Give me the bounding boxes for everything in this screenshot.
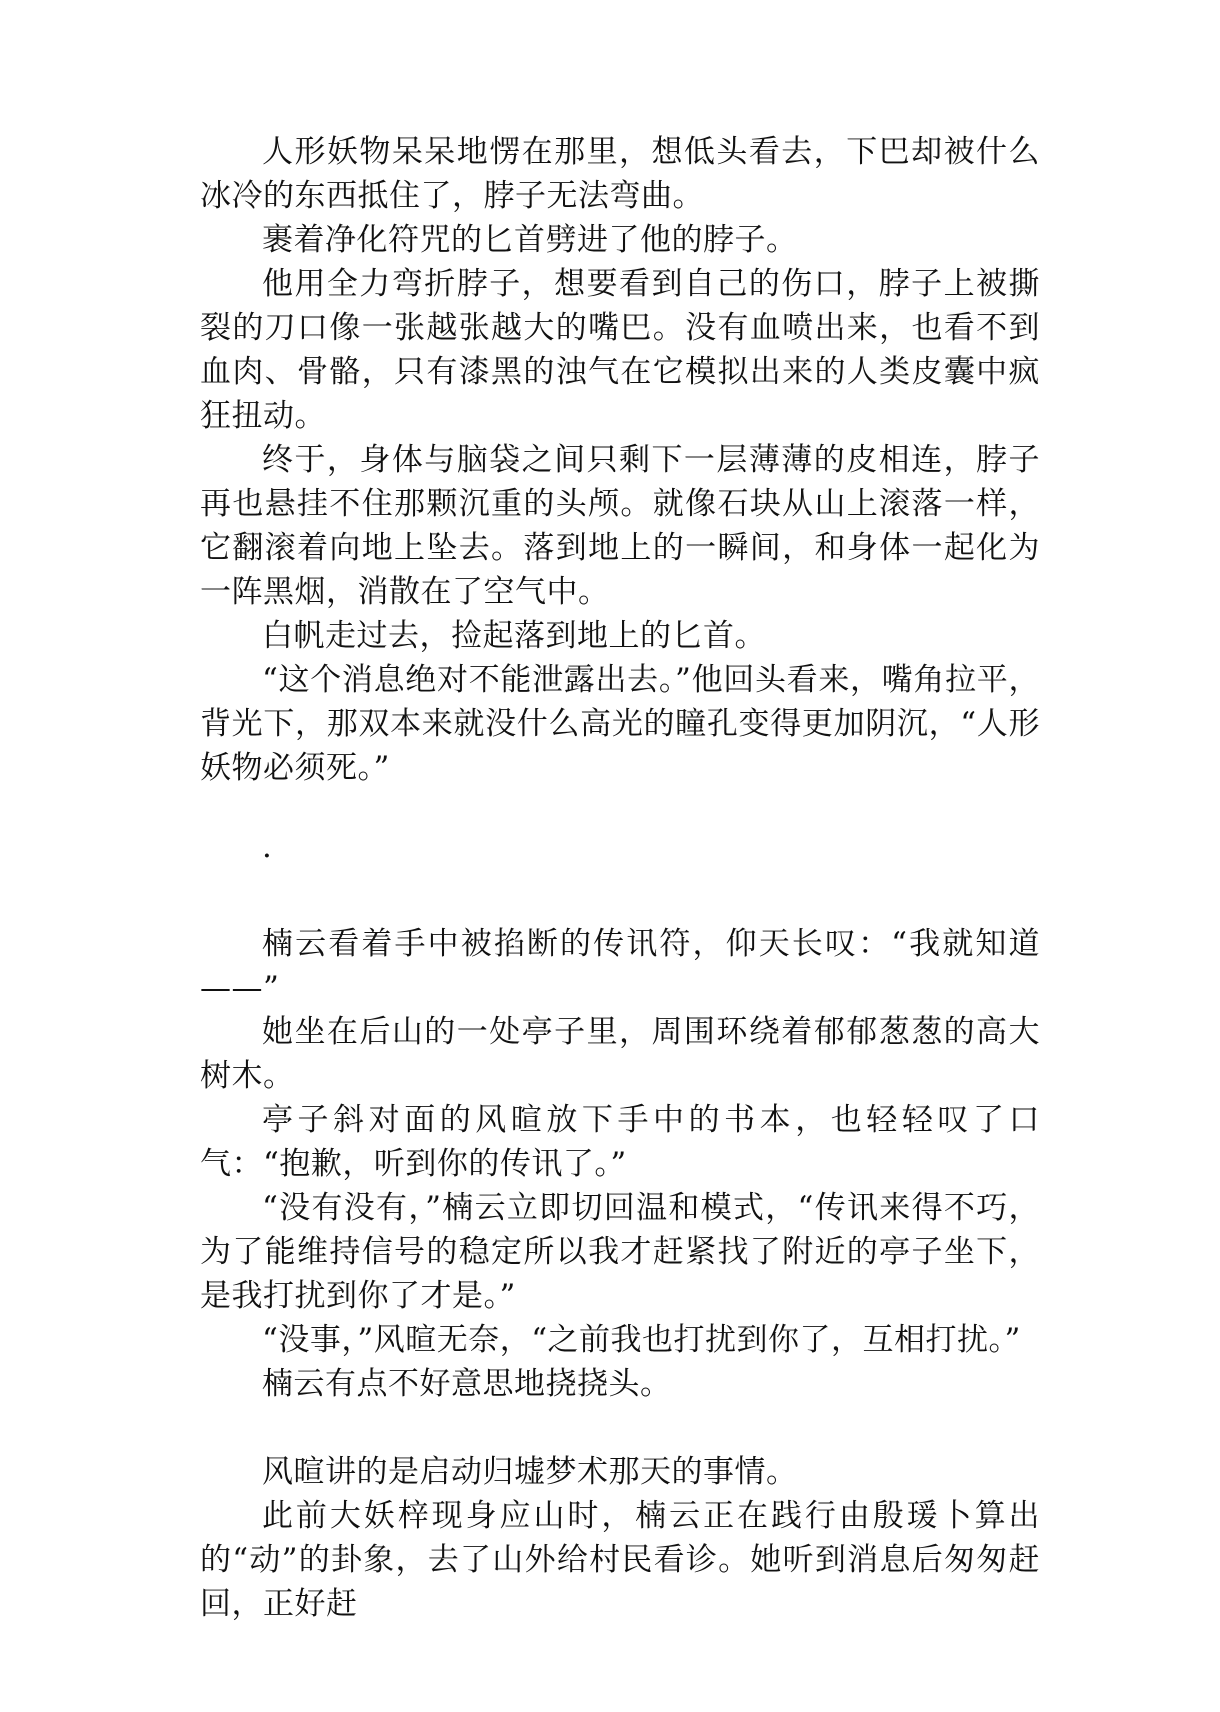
paragraph: 楠云看着手中被掐断的传讯符，仰天长叹：“我就知道——” — [200, 926, 1040, 1006]
text-column — [200, 130, 1040, 1626]
paragraph: 她坐在后山的一处亭子里，周围环绕着郁郁葱葱的高大树木。 — [200, 1014, 1040, 1094]
section-gap — [200, 790, 1040, 834]
paragraph: “没有没有，”楠云立即切回温和模式，“传讯来得不巧，为了能维持信号的稳定所以我才赶紧找了附近的亭子坐下，是我打扰到你了才是。” — [200, 1190, 1040, 1314]
paragraph: “这个消息绝对不能泄露出去。”他回头看来，嘴角拉平，背光下，那双本来就没什么高光的瞳孔变得更加阴沉，“人形妖物必须死。” — [200, 662, 1040, 786]
paragraph: 风暄讲的是启动归墟梦术那天的事情。 — [262, 1454, 798, 1490]
paragraph: 亭子斜对面的风暄放下手中的书本，也轻轻叹了口气：“抱歉，听到你的传讯了。” — [200, 1102, 1040, 1182]
paragraph: 终于，身体与脑袋之间只剩下一层薄薄的皮相连，脖子再也悬挂不住那颗沉重的头颅。就像石块从山上滚落一样，它翻滚着向地上坠去。落到地上的一瞬间，和身体一起化为一阵黑烟，消散在了空气中。 — [200, 442, 1040, 610]
paragraph: “没事，”风暄无奈，“之前我也打扰到你了，互相打扰。” — [262, 1322, 1021, 1358]
paragraph: 他用全力弯折脖子，想要看到自己的伤口，脖子上被撕裂的刀口像一张越张越大的嘴巴。没有血喷出来，也看不到血肉、骨骼，只有漆黑的浊气在它模拟出来的人类皮囊中疯狂扭动。 — [200, 266, 1040, 434]
section-separator: · — [262, 838, 272, 874]
section-gap — [200, 1406, 1040, 1450]
paragraph: 裹着净化符咒的匕首劈进了他的脖子。 — [262, 222, 798, 258]
paragraph: 白帆走过去，捡起落到地上的匕首。 — [262, 618, 766, 654]
paragraph: 楠云有点不好意思地挠挠头。 — [262, 1366, 672, 1402]
paragraph: 人形妖物呆呆地愣在那里，想低头看去，下巴却被什么冰冷的东西抵住了，脖子无法弯曲。 — [200, 134, 1040, 214]
section-gap — [200, 878, 1040, 922]
paragraph: 此前大妖梓现身应山时，楠云正在践行由殷瑗卜算出的“动”的卦象，去了山外给村民看诊。她听到消息后匆匆赶回，正好赶 — [200, 1498, 1040, 1622]
